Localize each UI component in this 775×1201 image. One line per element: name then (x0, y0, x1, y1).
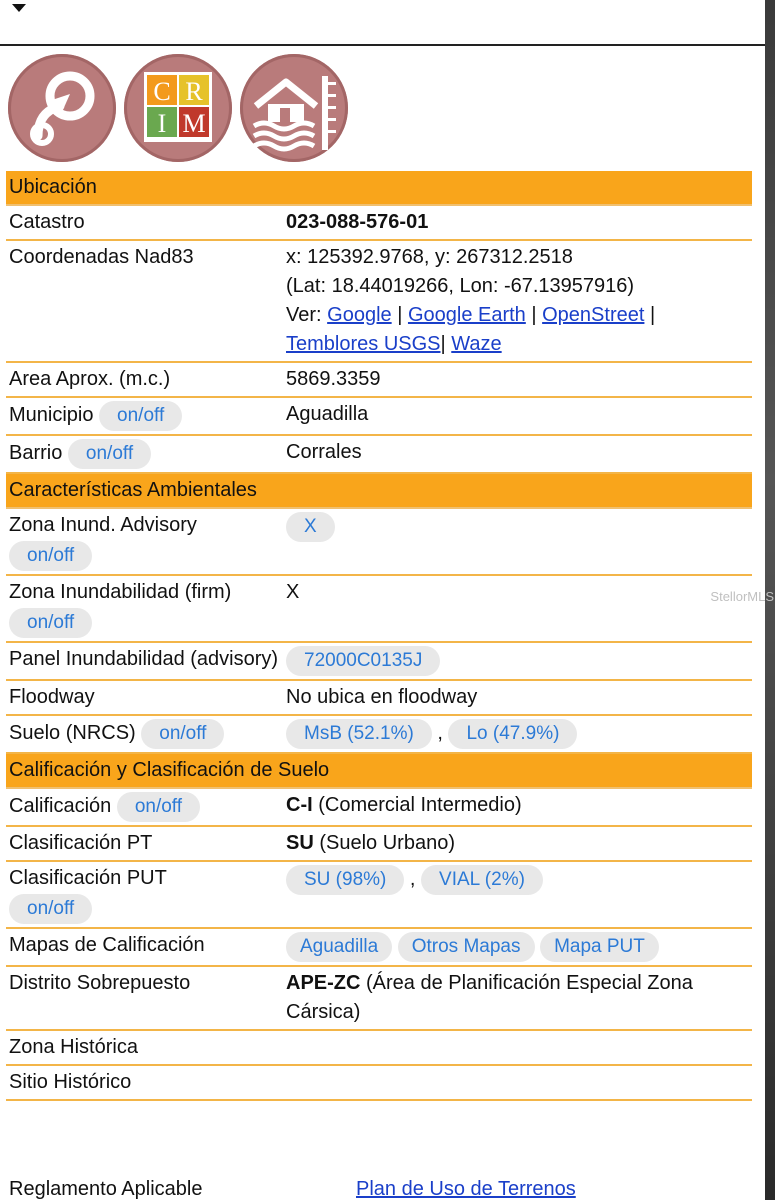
value-zona-firm: X (286, 581, 300, 603)
row-calificacion (6, 789, 752, 827)
zona-advisory-value-button[interactable]: X (286, 512, 335, 542)
svg-text:M: M (182, 109, 206, 138)
link-reglamento[interactable]: Plan de Uso de Terrenos (356, 1178, 576, 1200)
label-catastro: Catastro (9, 211, 85, 233)
calificacion-desc: (Comercial Intermedio) (312, 794, 522, 816)
label-zona-historica: Zona Histórica (9, 1036, 138, 1058)
property-info-table (6, 171, 774, 1101)
mapa-put-button[interactable]: Mapa PUT (540, 932, 659, 962)
zona-advisory-toggle-button[interactable]: on/off (9, 541, 92, 571)
label-barrio: Barrio (9, 442, 63, 464)
value-floodway: No ubica en floodway (286, 686, 478, 708)
coord-xy: x: 125392.9768, y: 267312.2518 (286, 246, 573, 268)
value-municipio: Aguadilla (286, 403, 369, 425)
row-panel (6, 643, 752, 681)
zona-firm-toggle-button[interactable]: on/off (9, 608, 92, 638)
clas-put-vial-button[interactable]: VIAL (2%) (421, 865, 543, 895)
calificacion-code: C-I (286, 794, 313, 816)
mapa-aguadilla-button[interactable]: Aguadilla (286, 932, 392, 962)
row-suelo: Suelo (NRCS) on/off MsB (52.1%) , Lo (47.9%) (6, 716, 752, 754)
coord-latlon: (Lat: 18.44019266, Lon: -67.13957916) (286, 275, 635, 297)
top-bar (0, 0, 765, 46)
value-coordenadas (283, 241, 752, 361)
watermark: StellorMLS (710, 589, 774, 604)
calificacion-toggle-button[interactable]: on/off (117, 792, 200, 822)
suelo-msb-button[interactable]: MsB (52.1%) (286, 719, 432, 749)
label-reglamento: Reglamento Aplicable (9, 1178, 203, 1200)
row-catastro (6, 206, 752, 241)
row-municipio (6, 398, 752, 436)
clas-pt-code: SU (286, 832, 314, 854)
coord-links: Ver: Google | Google Earth | OpenStreet | (286, 304, 656, 326)
suelo-lo-button[interactable]: Lo (47.9%) (448, 719, 577, 749)
label-suelo: Suelo (NRCS) (9, 722, 136, 744)
label-floodway: Floodway (9, 686, 95, 708)
label-coordenadas: Coordenadas Nad83 (9, 246, 194, 268)
otros-mapas-button[interactable]: Otros Mapas (398, 932, 535, 962)
section-ambientales: Características Ambientales (6, 474, 752, 509)
panel-value-button[interactable]: 72000C0135J (286, 646, 440, 676)
row-coordenadas (6, 241, 752, 363)
crim-logo-icon[interactable] (124, 54, 232, 162)
row-sitio-historico (6, 1066, 752, 1101)
suelo-toggle-button[interactable]: on/off (141, 719, 224, 749)
svg-text:R: R (185, 77, 203, 106)
label-zona-firm: Zona Inundabilidad (firm) (9, 581, 232, 603)
caret-down-icon[interactable] (12, 4, 26, 12)
value-catastro: 023-088-576-01 (286, 211, 429, 233)
link-google-earth[interactable]: Google Earth (407, 304, 526, 326)
barrio-toggle-button[interactable]: on/off (68, 439, 151, 469)
value-barrio: Corrales (286, 441, 362, 463)
tool-icons (8, 54, 348, 162)
share-arrow-icon[interactable] (8, 54, 116, 162)
row-barrio (6, 436, 752, 474)
label-sitio-historico: Sitio Histórico (9, 1071, 132, 1093)
label-clasificacion-put: Clasificación PUT (9, 867, 167, 889)
row-floodway (6, 681, 752, 716)
label-clasificacion-pt: Clasificación PT (9, 832, 153, 854)
row-mapas (6, 929, 752, 967)
label-calificacion: Calificación (9, 795, 112, 817)
clas-put-su-button[interactable]: SU (98%) (286, 865, 404, 895)
coord-links-2: Temblores USGS| Waze (286, 333, 502, 355)
label-area: Area Aprox. (m.c.) (9, 368, 171, 390)
svg-text:C: C (153, 77, 171, 106)
flood-house-icon[interactable] (240, 54, 348, 162)
link-temblores-usgs[interactable]: Temblores USGS (286, 333, 441, 355)
link-waze[interactable]: Waze (451, 333, 502, 355)
row-zona-firm (6, 576, 774, 643)
svg-text:I: I (157, 109, 167, 138)
label-mapas: Mapas de Calificación (9, 934, 205, 956)
label-municipio: Municipio (9, 404, 94, 426)
distrito-code: APE-ZC (286, 972, 361, 994)
row-distrito (6, 967, 752, 1031)
label-zona-advisory: Zona Inund. Advisory (9, 514, 197, 536)
label-panel: Panel Inundabilidad (advisory) (9, 648, 279, 670)
ver-label: Ver: (286, 304, 328, 326)
row-zona-historica (6, 1031, 752, 1066)
row-clasificacion-pt (6, 827, 752, 862)
section-calificacion: Calificación y Clasificación de Suelo (6, 754, 752, 789)
distrito-desc: (Área de Planificación Especial Zona Cársica) (286, 972, 693, 1023)
row-clasificacion-put: Clasificación PUT on/off SU (98%) , VIAL (2%) (6, 862, 752, 929)
row-area (6, 363, 752, 398)
section-ubicacion: Ubicación (6, 171, 752, 206)
clas-put-toggle-button[interactable]: on/off (9, 894, 92, 924)
label-distrito: Distrito Sobrepuesto (9, 972, 191, 994)
row-zona-advisory (6, 509, 752, 576)
clas-pt-desc: (Suelo Urbano) (313, 832, 455, 854)
link-google[interactable]: Google (327, 304, 392, 326)
value-area: 5869.3359 (286, 368, 381, 390)
municipio-toggle-button[interactable]: on/off (99, 401, 182, 431)
link-openstreet[interactable]: OpenStreet (542, 304, 645, 326)
